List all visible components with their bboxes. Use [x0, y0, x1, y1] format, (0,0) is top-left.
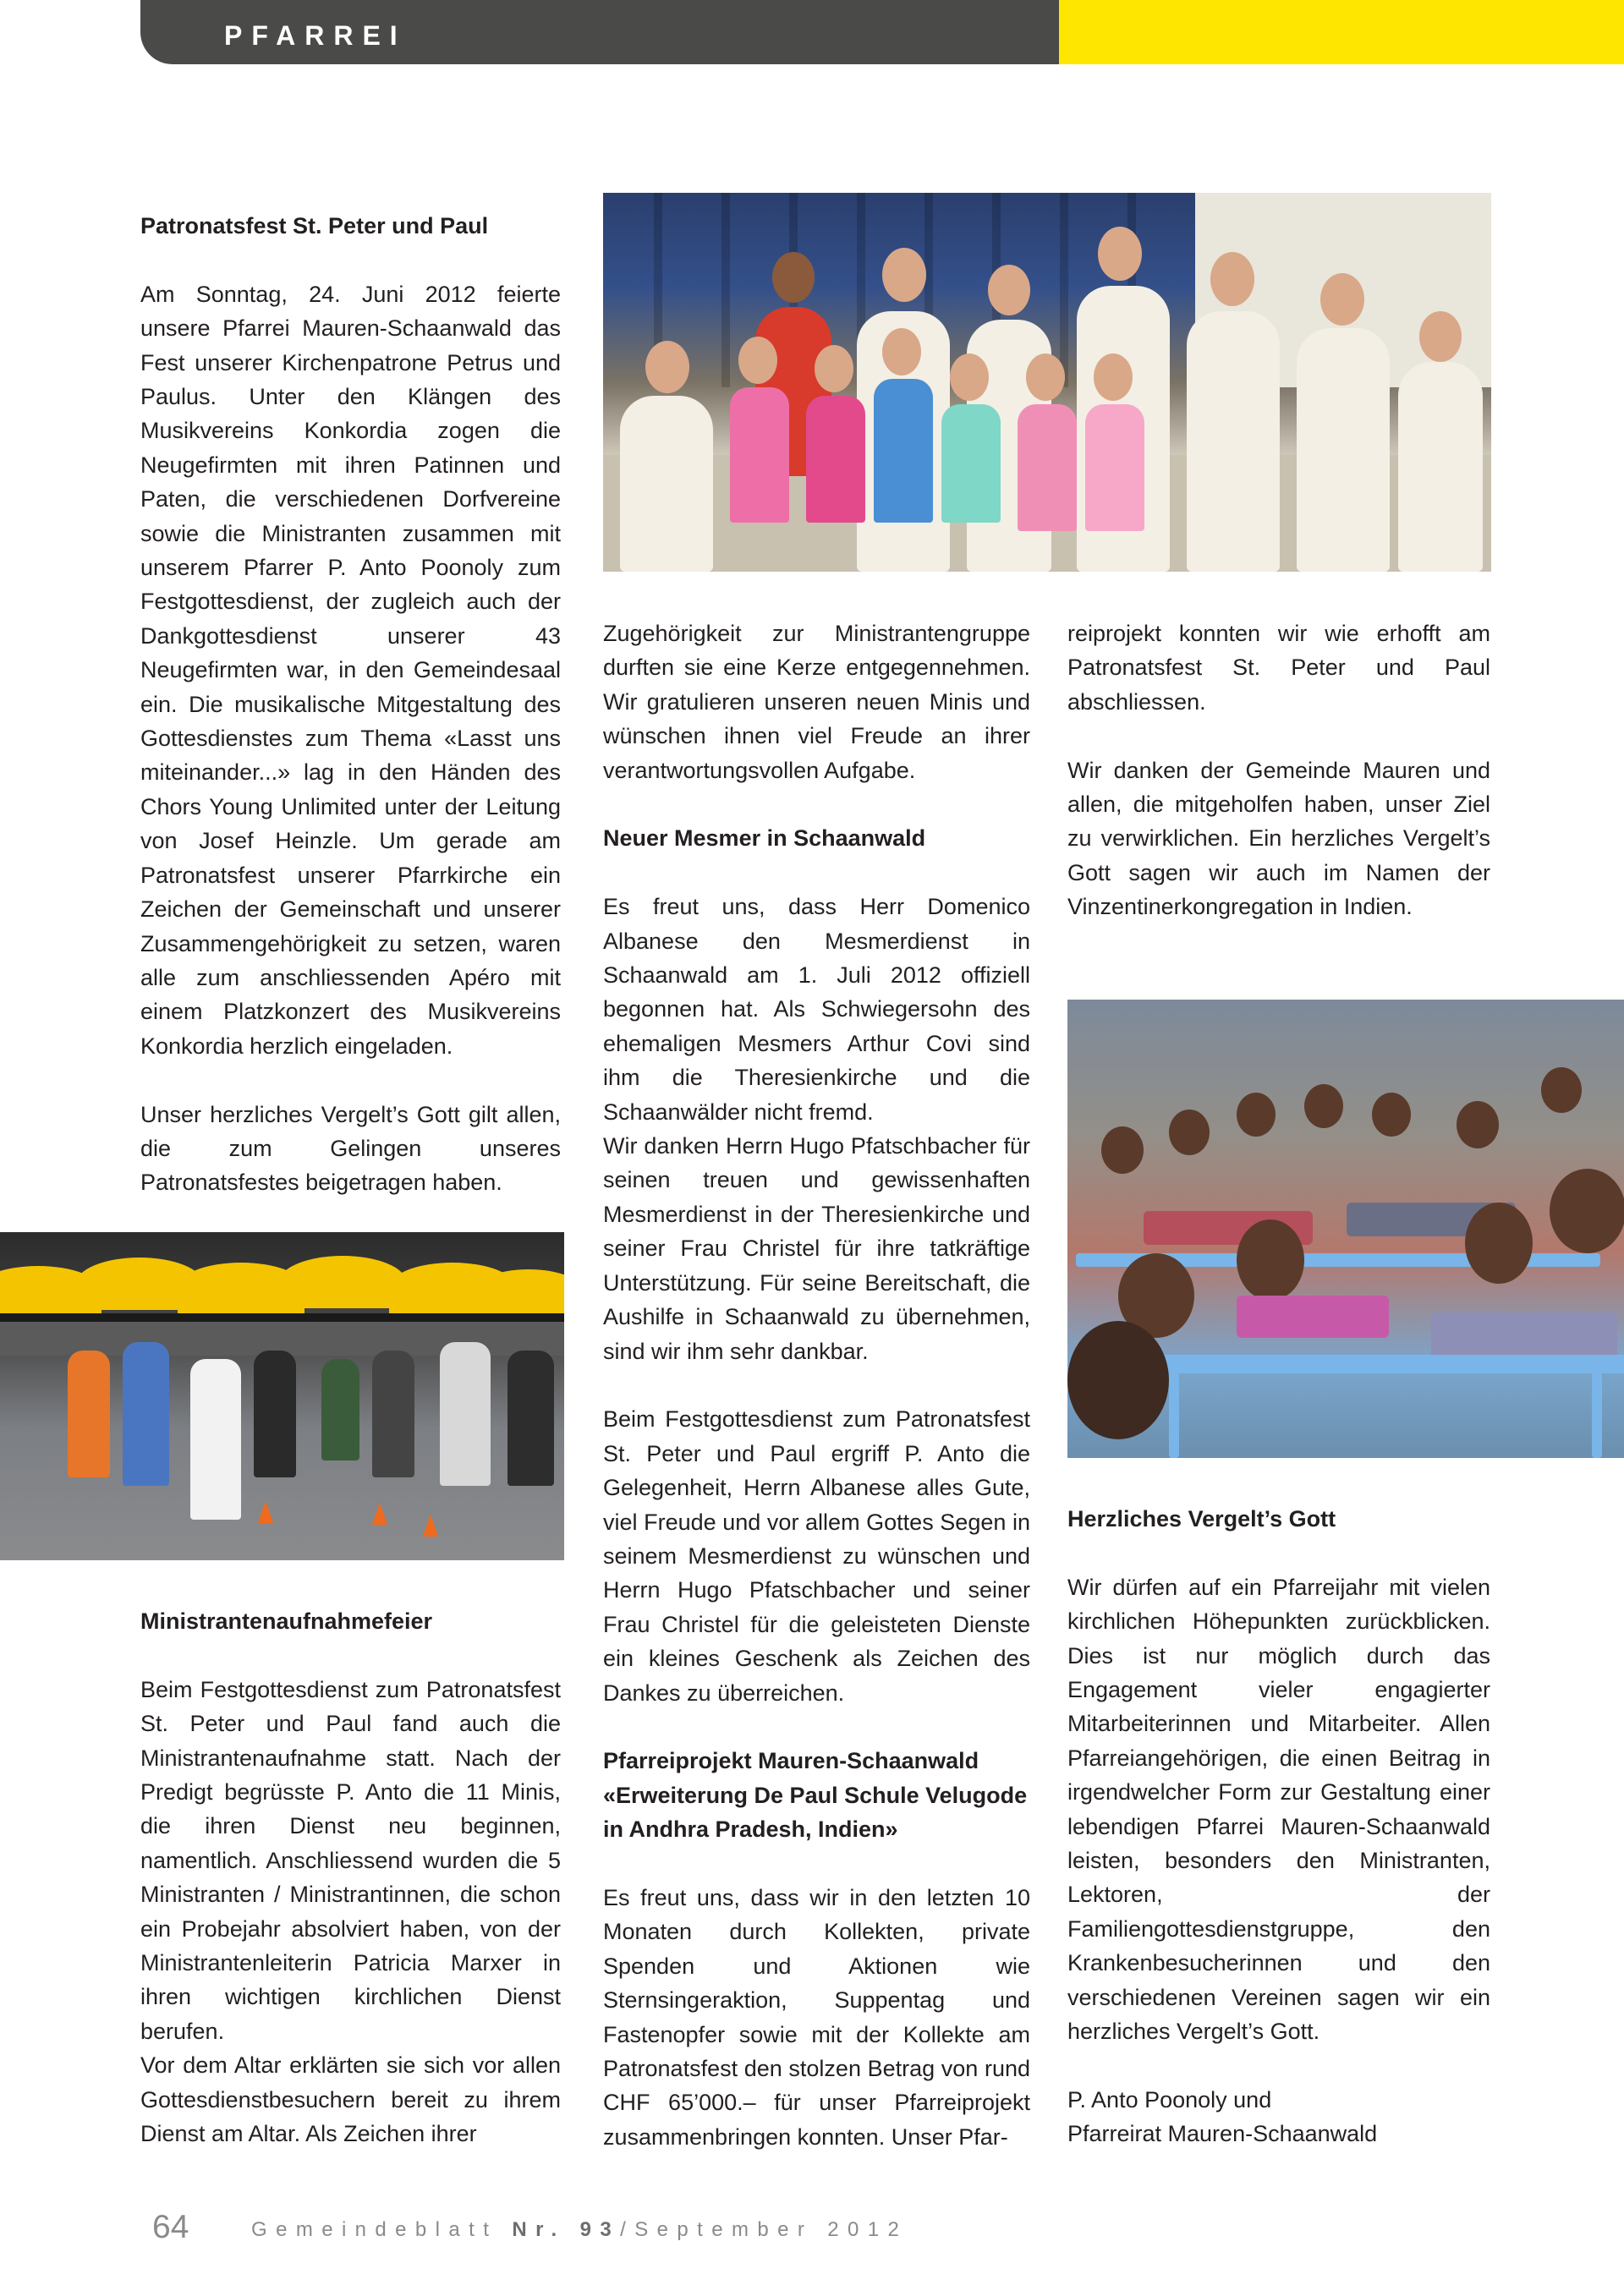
issue-number: Nr. 93 — [512, 2218, 621, 2241]
paragraph: Wir dürfen auf ein Pfarreijahr mit vielen kirchlichen Höhepunkten zurückblicken. Dies ist nur möglich durch das Engagement vieler engagierter Mitarbeiterinnen und Mitarbeiter. Allen Pfarreiangehörigen, die einen Beitrag in irgendwelcher Form zur Gestaltung einer lebendigen Pfarrei Mauren-Schaanwald leisten, besonders den Ministranten, Lektoren, der Familiengottesdienstgruppe, den Krankenbesucherinnen und den verschiedenen Vereinen sagen wir ein herzliches Vergelt’s Gott. — [1067, 1574, 1490, 2045]
signature-line: Pfarreirat Mauren-Schaanwald — [1067, 2121, 1378, 2147]
paragraph: Unser herzliches Vergelt’s Gott gilt allen, die zum Gelingen unseres Patronatsfestes beigetragen haben. — [140, 1101, 561, 1196]
paragraph: Beim Festgottesdienst zum Patronatsfest St. Peter und Paul fand auch die Ministrantenaufnahme statt. Nach der Predigt begrüsste P. Anto die 11 Minis, die ihren Dienst neu beginnen, namentlich. Anschliessend wurden die 5 Ministranten / Ministrantinnen, die schon ein Probejahr absolviert haben, von der Ministrantenleiterin Patricia Marxer in ihren wichtigen kirchlichen Dienst berufen. — [140, 1676, 561, 2044]
issue-date: /September 2012 — [620, 2218, 908, 2241]
article-patronatsfest — [140, 209, 561, 1200]
heading-neuer-mesmer: Neuer Mesmer in Schaanwald — [603, 825, 926, 852]
paragraph: Am Sonntag, 24. Juni 2012 feierte unsere Pfarrei Mauren-Schaanwald das Fest unserer Kirchenpatrone Petrus und Paulus. Unter den Klängen des Musikvereins Konkordia zogen die Neugefirmten mit ihren Patinnen und Paten, die verschiedenen Dorfvereine sowie die Ministranten zusammen mit unserem Pfarrer P. Anto Poonoly zum Festgottesdienst, der zugleich auch der Dankgottesdienst unserer 43 Neugefirmten war, in den Gemeindesaal ein. Die musikalische Mitgestaltung des Gottesdienstes zum Thema «Lasst uns miteinander...» lag in den Händen des Chors Young Unlimited unter der Leitung von Josef Heinzle. Um gerade am Patronatsfest unserer Pfarrkirche ein Zeichen der Gemeinschaft und unserer Zusammengehörigkeit zu setzen, waren alle zum anschliessenden Apéro mit einem Platzkonzert des Musikvereins Konkordia herzlich eingeladen. — [140, 281, 561, 1059]
footer-publication — [251, 2220, 908, 2240]
photo-classroom-india — [1067, 1000, 1624, 1458]
publication-name: Gemeindeblatt — [251, 2218, 498, 2241]
paragraph: Vor dem Altar erklärten sie sich vor allen Gottesdienstbesuchern bereit zu ihrem Dienst am Altar. Als Zeichen ihrer — [140, 2052, 561, 2147]
header-accent-bar — [1059, 0, 1624, 64]
paragraph: Wir danken Herrn Hugo Pfatschbacher für seinen treuen und gewissenhaften Mesmerdienst in der Theresienkirche und seiner Frau Christel für ihre tatkräftige Unterstützung. Für seine Bereitschaft, die Aushilfe in Schaanwald zu übernehmen, sind wir ihm sehr dankbar. — [603, 1133, 1030, 1364]
paragraph: Es freut uns, dass wir in den letzten 10 Monaten durch Kollekten, private Spenden und Aktionen wie Sternsingeraktion, Suppentag und Fastenopfer sowie mit der Kollekte am Patronatsfest den stolzen Betrag von rund CHF 65’000.– für unser Pfarreiprojekt zusammenbringen konnten. Unser Pfar- — [603, 1884, 1030, 2150]
paragraph: reiprojekt konnten wir wie erhofft am Patronatsfest St. Peter und Paul abschliessen. — [1067, 621, 1490, 715]
right-column-top — [1067, 616, 1490, 924]
paragraph: Wir danken der Gemeinde Mauren und allen, die mitgeholfen haben, unser Ziel zu verwirklichen. Ein herzliches Vergelt’s Gott sagen wir auch im Namen der Vinzentinerkongregation in Indien. — [1067, 757, 1490, 920]
article-vergelts-gott — [1067, 1502, 1490, 2151]
heading-patronatsfest: Patronatsfest St. Peter und Paul — [140, 213, 489, 238]
page-number: 64 — [152, 2209, 189, 2245]
heading-pfarreiprojekt: Pfarreiprojekt Mauren-Schaanwald «Erweiterung De Paul Schule Velugode in Andhra Pradesh, Indien» — [603, 1748, 1028, 1843]
photo-fest-square — [0, 1232, 564, 1560]
paragraph: Es freut uns, dass Herr Domenico Albanese den Mesmerdienst in Schaanwald am 1. Juli 2012 offiziell begonnen hat. Als Schwiegersohn des ehemaligen Mesmers Arthur Covi sind ihm die Theresienkirche und die Schaanwälder nicht fremd. — [603, 894, 1030, 1125]
photo-ministrants-group — [603, 193, 1491, 572]
signature-line: P. Anto Poonoly und — [1067, 2086, 1272, 2112]
heading-vergelts-gott: Herzliches Vergelt’s Gott — [1067, 1506, 1336, 1532]
paragraph: Zugehörigkeit zur Ministrantengruppe durften sie eine Kerze entgegennehmen. Wir gratulieren unseren neuen Minis und wünschen ihnen viel Freude an ihrer verantwortungsvollen Aufgabe. — [603, 621, 1030, 783]
heading-ministrantenaufnahme: Ministrantenaufnahmefeier — [140, 1608, 433, 1634]
article-ministrantenaufnahme — [140, 1604, 561, 2151]
middle-column — [603, 616, 1030, 2154]
paragraph: Beim Festgottesdienst zum Patronatsfest St. Peter und Paul ergriff P. Anto die Gelegenheit, Herrn Albanese alles Gute, viel Freude und vor allem Gottes Segen in seinem Mesmerdienst zu wünschen und Herrn Hugo Pfatschbacher und seiner Frau Christel für die geleisteten Dienste ein kleines Geschenk als Zeichen des Dankes zu überreichen. — [603, 1406, 1030, 1706]
section-title: PFARREI — [224, 20, 407, 51]
